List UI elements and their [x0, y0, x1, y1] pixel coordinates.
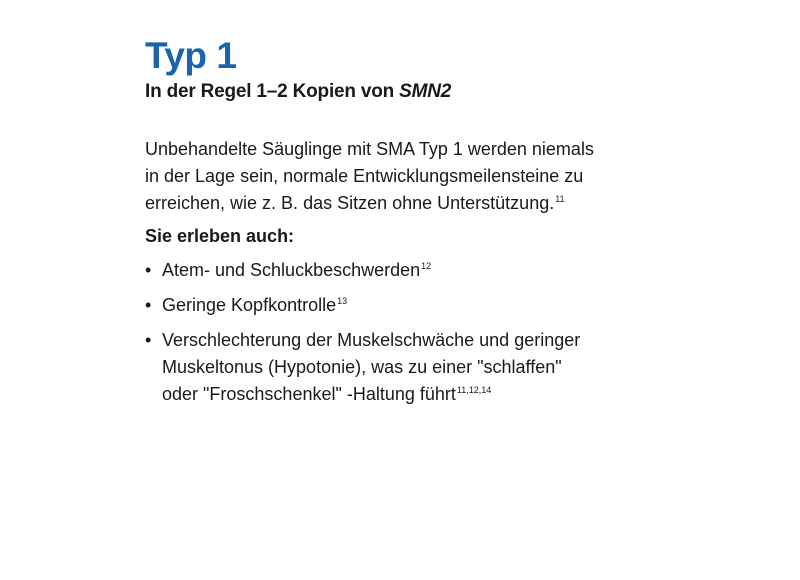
intro-line: Unbehandelte Säuglinge mit SMA Typ 1 werden niemals — [145, 139, 594, 159]
list-item-text: oder "Froschschenkel" -Haltung führt — [162, 384, 456, 404]
list-item-text: Geringe Kopfkontrolle — [162, 295, 337, 315]
intro-line-last — [145, 190, 645, 217]
bullet-icon: • — [145, 295, 152, 315]
list-item-line: Muskeltonus (Hypotonie), was zu einer "schlaffen" — [162, 357, 562, 377]
list-item-text: Atem- und Schluckbeschwerden — [162, 260, 421, 280]
intro-paragraph — [145, 136, 645, 217]
list-item-line — [162, 292, 645, 319]
subtitle-text: In der Regel 1–2 Kopien von — [145, 81, 400, 102]
list-item-line — [162, 381, 645, 408]
bullet-icon: • — [145, 330, 152, 350]
intro-line: in der Lage sein, normale Entwicklungsmeilensteine zu — [145, 166, 584, 186]
list-item-reference: 13 — [337, 296, 348, 306]
page-subtitle — [145, 80, 645, 104]
list-item-line: Verschlechterung der Muskelschwäche und geringer — [162, 330, 581, 350]
intro-reference: 11 — [555, 194, 565, 204]
bullet-icon: • — [145, 260, 152, 280]
list-item — [145, 257, 645, 284]
list-item-reference: 12 — [421, 261, 432, 271]
symptom-list — [145, 257, 645, 408]
subtitle-gene-name: SMN2 — [399, 81, 452, 102]
content-block — [145, 36, 645, 416]
list-item — [145, 292, 645, 319]
intro-line-text: erreichen, wie z. B. das Sitzen ohne Unterstützung. — [145, 193, 555, 213]
list-item — [145, 327, 645, 408]
list-item-line — [162, 257, 645, 284]
list-item-reference: 11,12,14 — [456, 385, 492, 395]
page-title: Typ 1 — [145, 35, 237, 76]
list-heading: Sie erleben auch: — [145, 226, 295, 246]
